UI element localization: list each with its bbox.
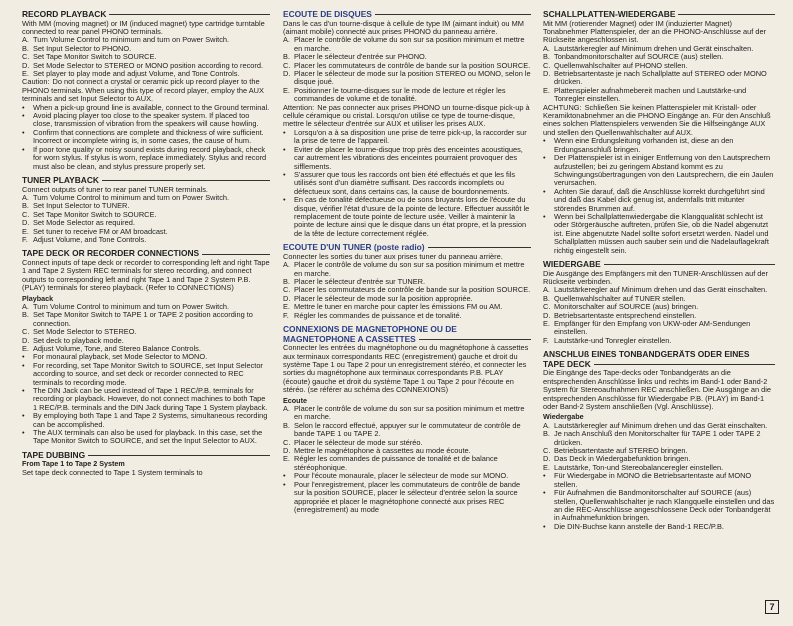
list-marker: E.	[543, 85, 550, 95]
list-item	[543, 320, 775, 337]
list-item	[283, 312, 531, 320]
list-text: Lautstärkeregler auf Minimum drehen und das Gerät einschalten.	[554, 285, 768, 295]
list-marker: D.	[543, 454, 551, 464]
instruction-list	[22, 194, 270, 244]
section-title	[283, 325, 531, 344]
list-text: Quellenwahlschalter auf TUNER stellen.	[554, 293, 686, 303]
list-text: Plattenspieler aufnahmebereit machen und Lautstärke-und Tonregler einstellen.	[554, 85, 747, 104]
list-item	[283, 171, 531, 196]
list-text: Placer le sélecteur de mode sur la position appropriée.	[294, 293, 473, 303]
list-marker: A.	[22, 192, 29, 202]
list-marker: •	[543, 488, 546, 498]
list-marker: F.	[22, 234, 28, 244]
title-rule	[202, 254, 270, 255]
section-intro: Connect inputs of tape deck or recorder to corresponding left and right Tape 1 and Tape 2 System REC terminals for stereo recording, and connect outputs to corresponding left and right Tape 1 and Tape 2 System P.B. (PLAY) terminals for stereo playback. (Refer to CONNECTIONS)	[22, 257, 270, 293]
list-marker: Attention:	[283, 102, 315, 112]
instruction-list	[22, 303, 270, 446]
list-item	[22, 429, 270, 446]
section-title	[543, 350, 775, 369]
list-marker: E.	[283, 454, 290, 464]
list-marker: •	[283, 169, 286, 179]
list-text: Turn Volume Control to minimum and turn on Power Switch.	[33, 301, 230, 311]
list-item	[543, 154, 775, 188]
list-marker: A.	[543, 420, 550, 430]
list-text: Für Aufnahmen die Bandmonitorschalter auf SOURCE (aus) stellen, Quellenwahlschalter je nach Klangquelle einstellen und das an die REC-Anschlüsse angeschlossene Deck oder Tonbandgerät in Aufnahmefunktion bringen.	[554, 488, 775, 523]
list-text: Schließen Sie keinen Plattenspieler mit Kristall- oder Keramiktonabnehmer an die PHONO Eingänge an. Für den Anschluß eines solchen Plattenspielers verwenden Sie die Hilfseingänge AUX und stellen den Quellenwahlschalter auf AUX.	[543, 102, 771, 137]
title-rule	[594, 364, 775, 365]
list-marker: E.	[283, 302, 290, 312]
list-item	[543, 523, 775, 531]
section-title-text: TUNER PLAYBACK	[22, 174, 99, 185]
list-text: Adjust Volume, and Tone Controls.	[33, 234, 147, 244]
list-text: Lautstärkeregler auf Minimum drehen und Gerät einschalten.	[554, 43, 754, 53]
list-text: Set Mode Selector to STEREO.	[33, 327, 137, 337]
section-title-line: TAPE DECK	[543, 358, 591, 369]
list-item	[543, 87, 775, 104]
section-title-line: MAGNETOPHONE A CASSETTES	[283, 333, 416, 344]
list-item	[283, 422, 531, 439]
section-intro: Die Ausgänge des Empfängers mit den TUNER-Anschlüssen auf der Rückseite verbinden.	[543, 268, 768, 286]
list-marker: •	[543, 136, 546, 146]
instruction-list	[283, 405, 531, 514]
list-marker: •	[283, 127, 286, 137]
list-text: Positionner le tourne-disques sur le mode de lecture et régler les commandes de volume et de tonalité.	[294, 85, 506, 104]
list-item	[283, 36, 531, 53]
list-marker: B.	[283, 420, 290, 430]
section-title-text: RECORD PLAYBACK	[22, 10, 107, 19]
list-text: Tonbandmonitorschalter auf SOURCE (aus) stellen.	[554, 52, 724, 62]
list-text: Placer le sélecteur d'entrée sur TUNER.	[294, 276, 426, 286]
list-item	[543, 104, 775, 138]
section-title-text: TAPE DECK OR RECORDER CONNECTIONS	[22, 248, 200, 259]
list-item	[543, 489, 775, 523]
list-marker: E.	[22, 226, 29, 236]
list-marker: D.	[283, 293, 291, 303]
list-marker: •	[283, 479, 286, 489]
section-title-text: SCHALLPLATTEN-WIEDERGABE	[543, 10, 676, 19]
list-text: The AUX terminals can also be used for playback. In this case, set the Tape Monitor Switch to SOURCE, and set the Input Selector to AUX.	[33, 428, 263, 446]
list-text: Placer le contrôle de volume du son sur sa position minimum et mettre en marche.	[294, 404, 525, 422]
page-number: 7	[765, 600, 779, 614]
list-item	[543, 472, 775, 489]
list-text: Set Mode Selector as required.	[33, 218, 135, 228]
list-marker: B.	[22, 310, 29, 320]
section	[283, 325, 531, 514]
title-rule	[109, 14, 270, 15]
list-marker: •	[283, 471, 286, 481]
list-text: Für Wiedergabe in MONO die Betriebsartentaste auf MONO stellen.	[554, 471, 752, 489]
list-item	[22, 78, 270, 103]
list-text: Turn Volume Control to minimum and turn on Power Switch.	[33, 35, 230, 45]
list-item	[543, 137, 775, 154]
list-marker: B.	[543, 429, 550, 439]
list-text: Placer les commutateurs de contrôle de bande sur la position SOURCE.	[294, 60, 531, 70]
section	[22, 10, 270, 171]
list-item	[283, 261, 531, 278]
list-text: Turn Volume Control to minimum and turn on Power Switch.	[33, 192, 230, 202]
list-marker: E.	[22, 69, 29, 79]
section-intro: Mit MM (rotierender Magnet) oder IM (induzierter Magnet) Tonabnehmer Plattenspieler, der an die PHONO-Anschlüsse auf der Rückseite angeschlossen ist.	[543, 18, 767, 45]
list-text: Set Tape Monitor Switch to TAPE 1 or TAPE 2 position according to connection.	[33, 310, 253, 328]
list-marker: B.	[22, 43, 29, 53]
list-text: Set player to play mode and adjust Volume, and Tone Controls.	[33, 69, 240, 79]
list-marker: C.	[22, 209, 30, 219]
list-text: Set Input Selector to PHONO.	[33, 43, 132, 53]
list-marker: C.	[283, 60, 291, 70]
list-marker: A.	[543, 43, 550, 53]
list-text: Quellenwahlschalter auf PHONO stellen.	[554, 60, 688, 70]
list-marker: D.	[543, 69, 551, 79]
list-text: Empfänger für den Empfang von UKW-oder AM-Sendungen einstellen.	[554, 319, 751, 337]
list-marker: D.	[283, 69, 291, 79]
list-marker: F.	[283, 310, 289, 320]
list-marker: E.	[22, 344, 29, 353]
list-marker: C.	[283, 285, 291, 295]
list-text: If poor tone quality or noisy sound exists during record playback, check for worn stylus. If stylus is worn, replace immediately. Stylus and record must also be clean, and stylus pressure properly set.	[33, 144, 267, 171]
list-marker: •	[22, 386, 25, 396]
section-intro: Connecter les entrées du magnétophone ou du magnétophone à cassettes aux terminaux correspondants REC (enregistrement) gauche et droit du système Tape 1 ou Tape 2 pour un enregistrement stéréo, et connecter les sorties du magnétophone aux terminaux correspondants P.B. PLAY (écoute) gauche et droit du système Tape 1 ou Tape 2 pour l'écoute en stéréo. (se référer au schéma des CONNEXIONS)	[283, 343, 529, 395]
section-title-text: ECOUTE DE DISQUES	[283, 10, 372, 19]
list-text: Wenn eine Erdungsleitung vorhanden ist, diese an den Erdungsanschluß bringen.	[554, 136, 734, 154]
list-marker: C.	[543, 302, 551, 312]
title-rule	[604, 264, 775, 265]
list-text: Mettre le tuner en marche pour capter les émissions FM ou AM.	[294, 302, 503, 312]
list-marker: •	[22, 411, 25, 421]
list-text: For monaural playback, set Mode Selector to MONO.	[33, 352, 208, 362]
list-text: Achten Sie darauf, daß die Anschlüsse korrekt durchgeführt sind und daß das Kabel dick genug ist, andernfalls tritt mitunter störendes Brummen auf.	[554, 186, 765, 213]
section	[543, 260, 775, 345]
section	[283, 10, 531, 238]
list-marker: B.	[543, 293, 550, 303]
list-item	[543, 430, 775, 447]
list-item	[22, 387, 270, 412]
list-item	[22, 412, 270, 429]
list-item	[283, 196, 531, 238]
list-text: By employing both Tape 1 and Tape 2 Systems, simultaneous recording can be accomplished.	[33, 411, 268, 429]
section	[22, 249, 270, 446]
list-marker: E.	[283, 85, 290, 95]
list-text: Eviter de placer le tourne-disque trop près des enceintes acoustiques, car autrement les vibrations des enceintes pourraient provoquer des sifflements.	[294, 144, 523, 171]
section	[22, 451, 270, 477]
list-marker: •	[22, 352, 25, 362]
section-intro: Die Eingänge des Tape-decks oder Tonbandgeräts an die entsprechenden Anschlüsse links und rechts im Band-1 oder Band-2 System für Stereoaufnahmen REC anschließen. Die Ausgänge an die entsprechenden Anschlüsse für Wiedergabe P.B. (PLAY) im Band-1 oder Band-2 System anschließen (Vgl. Anschlüsse).	[543, 368, 772, 412]
list-item	[22, 129, 270, 146]
list-text: The DIN Jack can be used instead of Tape 1 REC/P.B. terminals for recording or playback. However, do not connect machines to both Tape 1 REC/P.B. terminals and the DIN Jack during Tape 1 System playback.	[33, 386, 268, 412]
instruction-list	[283, 36, 531, 238]
list-text: Lorsqu'on a à sa disposition une prise de terre pick-up, la raccorder sur la prise de terre de l'appareil.	[294, 127, 527, 146]
instruction-list	[22, 36, 270, 171]
title-rule	[419, 339, 531, 340]
section-intro: Connect outputs of tuner to rear panel TUNER terminals.	[22, 184, 208, 194]
subsection-title: Ecoute	[283, 395, 307, 405]
list-marker: D.	[22, 335, 30, 345]
section	[543, 350, 775, 531]
list-text: Die DIN-Buchse kann anstelle der Band-1 REC/P.B.	[554, 521, 724, 531]
instruction-list	[543, 422, 775, 531]
list-marker: D.	[283, 446, 291, 456]
list-item	[283, 70, 531, 87]
list-item	[283, 146, 531, 171]
section	[283, 243, 531, 320]
list-marker: B.	[283, 276, 290, 286]
list-text: Monitorschalter auf SOURCE (aus) bringen.	[554, 302, 699, 312]
list-marker: D.	[543, 310, 551, 320]
list-marker: A.	[22, 301, 29, 311]
list-text: Der Plattenspieler ist in einiger Entfernung von den Lautsprechern aufzustellen; bei zu geringem Abstand kommt es zu Schwingungsübertragungen von den Lautsprechern, die ein Jaulen verursachen.	[554, 153, 774, 188]
instruction-list	[543, 45, 775, 255]
list-marker: D.	[22, 60, 30, 70]
list-item	[283, 87, 531, 104]
section-title-text: WIEDERGABE	[543, 258, 601, 269]
section-intro: Dans le cas d'un tourne-disque à cellule de type IM (aimant induit) ou MM (aimant mobile) connecté aux prises PHONO du panneau arrière.	[283, 18, 524, 36]
list-text: Confirm that connections are complete and thickness of wire sufficient. Incorrect or incomplete wiring is, in some cases, the cause of hum.	[33, 127, 264, 146]
list-item	[283, 104, 531, 129]
title-rule	[678, 14, 775, 15]
column-german	[543, 10, 775, 536]
subsection-title: Wiedergabe	[543, 412, 584, 422]
list-marker: •	[543, 211, 546, 221]
list-marker: C.	[283, 437, 291, 447]
list-text: Set Tape Monitor Switch to SOURCE.	[33, 52, 157, 62]
list-text: Avoid placing player too close to the speaker system. If placed too close, transmission of vibration from the speakers will cause howling.	[33, 111, 259, 129]
list-text: Set Mode Selector to STEREO or MONO position according to record.	[33, 60, 264, 70]
list-marker: B.	[543, 52, 550, 62]
list-marker: C.	[22, 327, 30, 337]
list-text: En cas de tonalité défectueuse ou de sons bruyants lors de l'écoute du disque, vérifier l'état d'usure de la pointe de lecture. Effectuer aussitôt le remplacement de toute pointe de lecture usée. Veiller à maintenir la pointe de lecture ainsi que le disque dans un état propre, et la pression de la tête de lecture correctement réglée.	[294, 195, 530, 238]
list-text: Placer le contrôle de volume du son sur sa position minimum et mettre en marche.	[294, 35, 525, 53]
list-marker: Caution:	[22, 77, 50, 87]
section-intro: Connecter les sorties du tuner aux prises tuner du panneau arrière.	[283, 251, 503, 261]
list-text: Lautstärke, Ton-und Stereobalanceregler einstellen.	[554, 462, 724, 472]
list-item	[283, 405, 531, 422]
list-marker: •	[22, 127, 25, 137]
list-text: S'assurer que tous les raccords ont bien été effectués et que les fils utilisés sont d'un diamètre suffisant. Des raccords incomplets ou défectueux sont, dans certains cas, la cause de bourdonnements.	[294, 169, 516, 196]
list-text: Set tuner to receive FM or AM broadcast.	[33, 226, 168, 236]
section-title-line: CONNEXIONS DE MAGNETOPHONE OU DE	[283, 324, 457, 334]
list-text: Je nach Anschluß den Monitorschalter für TAPE 1 oder TAPE 2 drücken.	[554, 429, 761, 447]
list-marker: •	[22, 102, 25, 112]
title-rule	[428, 247, 531, 248]
list-marker: B.	[283, 52, 290, 62]
section-title-text: ECOUTE D'UN TUNER (poste radio)	[283, 242, 425, 253]
list-item	[22, 146, 270, 171]
list-marker: •	[283, 144, 286, 154]
list-text: Placer le sélecteur d'entrée sur PHONO.	[294, 52, 427, 62]
list-marker: ACHTUNG:	[543, 102, 582, 112]
section-title-line: ANSCHLUß EINES TONBANDGERÄTS ODER EINES	[543, 349, 750, 360]
title-rule	[88, 455, 270, 456]
list-text: Placer le contrôle de volume du son sur sa position minimum et mettre en marche.	[294, 260, 525, 278]
list-item	[22, 112, 270, 129]
column-french	[283, 10, 531, 519]
list-text: Lautstärkeregler auf Minimum drehen und das Gerät einschalten.	[554, 420, 768, 430]
list-text: Set deck to playback mode.	[33, 335, 124, 345]
subsection-title: From Tape 1 to Tape 2 System	[22, 459, 125, 469]
list-text: Set Tape Monitor Switch to SOURCE.	[33, 209, 157, 219]
list-text: Betriebsartentaste je nach Schallplatte auf STEREO oder MONO drücken.	[554, 69, 767, 87]
section-intro: Set tape deck connected to Tape 1 System terminals to	[22, 467, 203, 477]
list-item	[22, 311, 270, 328]
list-item	[283, 481, 531, 515]
list-text: Régler les commandes de puissance de tonalité et de balance stéréophonique.	[294, 454, 498, 472]
list-marker: •	[22, 111, 25, 121]
list-text: Ne pas connecter aux prises PHONO un tourne-disque pick-up à cellule céramique ou cristal. Lorsqu'on utilise ce type de tourne-disque, mettre le sélecteur d'entrée sur AUX et utiliser les prises AUX.	[283, 102, 530, 129]
list-text: Betriebsartentaste entsprechend einstellen.	[554, 310, 697, 320]
list-marker: A.	[283, 404, 290, 414]
list-text: When a pick-up ground line is available, connect to the Ground terminal.	[33, 102, 270, 112]
list-marker: •	[22, 428, 25, 438]
section	[22, 176, 270, 244]
list-marker: •	[22, 144, 25, 154]
list-marker: •	[543, 186, 546, 196]
list-marker: A.	[283, 260, 290, 270]
list-item	[22, 236, 270, 244]
list-marker: C.	[543, 446, 551, 456]
list-text: Placer les commutateurs de contrôle de bande sur la position SOURCE.	[294, 285, 531, 295]
list-text: Mettre le magnétophone à cassettes au mode écoute.	[294, 446, 471, 456]
section-intro: With MM (moving magnet) or IM (induced magnet) type cartridge turntable connected to rear panel PHONO terminals.	[22, 18, 265, 36]
list-marker: E.	[543, 319, 550, 328]
list-marker: B.	[22, 201, 29, 211]
list-text: Selon le raccord effectué, appuyer sur le commutateur de contrôle de bande TAPE 1 ou TAPE 2.	[294, 420, 521, 439]
list-text: Set Input Selector to TUNER.	[33, 201, 130, 211]
list-marker: •	[543, 153, 546, 163]
section-title-text: TAPE DUBBING	[22, 449, 86, 460]
list-text: Placer le sélecteur de mode sur stéréo.	[294, 437, 423, 447]
list-item	[543, 188, 775, 213]
instruction-list	[283, 261, 531, 320]
list-item	[22, 362, 270, 387]
list-marker: •	[283, 195, 286, 205]
subsection-title: Playback	[22, 293, 54, 303]
list-item	[543, 337, 775, 345]
list-text: Wenn bei Schallplattenwiedergabe die Klangqualität schlecht ist oder Störgeräusche auftreten, prüfen Sie, ob die Nadel abgenutzt ist. Eine abgenutzte Nadel sollte sofort ersetzt werden. Nadel und Schallplatten müssen auch sauber sein und die Nadelauflagekraft richtig eingestellt sein.	[554, 211, 769, 255]
list-text: Betriebsartentaste auf STEREO bringen.	[554, 446, 688, 456]
list-marker: A.	[543, 285, 550, 295]
list-text: Adjust Volume, Tone, and Stereo Balance Controls.	[33, 344, 201, 353]
list-marker: E.	[543, 462, 550, 472]
list-marker: •	[543, 471, 546, 481]
list-marker: •	[543, 521, 546, 531]
list-marker: D.	[22, 218, 30, 228]
list-marker: F.	[543, 335, 549, 345]
list-item	[283, 455, 531, 472]
list-text: Pour l'enregistrement, placer les commutateurs de contrôle de bande sur la position SOURCE, placer le sélecteur d'entrée selon la source appropriée et placer le magnétophone connecté aux prises REC (enregistrement) au mode	[294, 479, 521, 514]
list-item	[283, 129, 531, 146]
list-marker: A.	[283, 35, 290, 45]
list-item	[543, 213, 775, 255]
list-item	[543, 70, 775, 87]
list-text: Pour l'écoute monaurale, placer le sélecteur de mode sur MONO.	[294, 471, 509, 481]
list-marker: C.	[22, 52, 30, 62]
section	[543, 10, 775, 255]
list-text: Placer le sélecteur de mode sur la position STEREO ou MONO, selon le disque joué.	[294, 69, 531, 87]
column-english	[22, 10, 270, 482]
list-text: Do not connect a crystal or ceramic pick up record player to the PHONO terminals. When using this type of record player, employ the AUX terminals and set Input Selector to AUX.	[22, 77, 264, 104]
title-rule	[375, 14, 531, 15]
list-text: Régler les commandes de puissance et de tonalité.	[294, 310, 462, 320]
list-text: Lautstärke-und Tonregler einstellen.	[554, 335, 672, 345]
list-text: For recording, set Tape Monitor Switch to SOURCE, set Input Selector according to source, and set deck or recorder connected to REC terminals to recording mode.	[33, 360, 263, 387]
list-marker: •	[22, 360, 25, 370]
list-marker: A.	[22, 35, 29, 45]
list-text: Das Deck in Wiedergabefunktion bringen.	[554, 454, 691, 464]
list-marker: C.	[543, 60, 551, 70]
instruction-list	[543, 286, 775, 345]
title-rule	[102, 180, 270, 181]
